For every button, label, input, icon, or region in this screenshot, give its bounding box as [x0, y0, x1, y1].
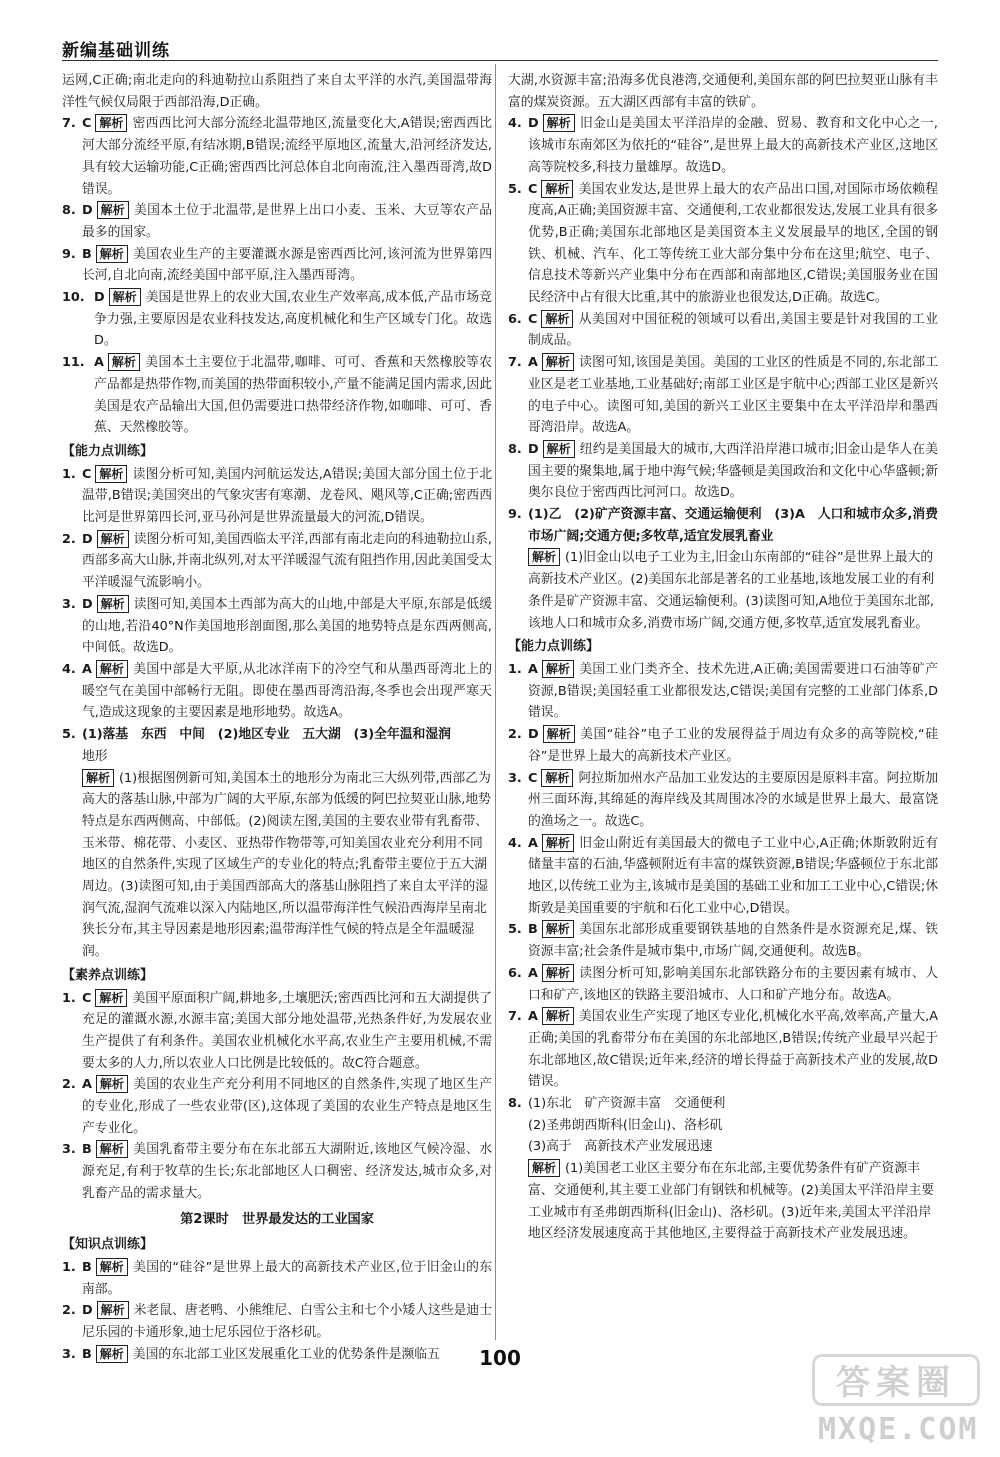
analysis-tag: 解析 [96, 245, 128, 263]
header-rule [62, 60, 938, 61]
analysis-tag: 解析 [97, 201, 129, 219]
analysis-tag: 解析 [543, 440, 575, 458]
ability-item-3: 3. D 解析 读图可知,美国本土西部为高大的山地,中部是大平原,东部是低缓的山地,若沿40°N作美国地形剖面图,那么美国的地势特点是东西两侧高,中间低。故选D。 [62, 596, 492, 656]
answer-item-10: 10. D 解析 美国是世界上的农业大国,农业生产效率高,成本低,产品市场竞争力强,主要原因是农业科技发达,高度机械化和生产区域专门化。故选D。 [62, 290, 492, 349]
ability-item-5: 5. (1)落基 东西 中间 (2)地区专业 五大湖 (3)全年温和湿润 [62, 727, 451, 743]
answer-item-9: 9. B 解析 美国农业生产的主要灌溉水源是密西西比河,该河流为世界第四长河,自北向南,流经美国中部平原,注入墨西哥湾。 [62, 246, 492, 284]
page-number: 100 [479, 1346, 521, 1370]
answer-item-7: 7. C 解析 密西西比河大部分流经北温带地区,流量变化大,A错误;密西西比河大部分流经平原,有结冰期,B错误;流经平原地区,流量大,沿河经济发达,具有较大运输功能,C正确;密西西比河总体自北向南流,注入墨西哥湾,故D错误。 [62, 116, 492, 197]
section-heading-ability: 【能力点训练】 [508, 639, 600, 655]
knowledge-item-7: 7. A 解析 读图可知,该国是美国。美国的工业区的性质是不同的,东北部工业区是老工业基地,工业基础好;南部工业区是宇航中心;西部工业区是新兴的电子中心。读图可知,美国的新兴工业区主要集中在太平洋沿岸和墨西哥湾沿岸。故选A。 [508, 355, 938, 436]
ability-item-5: 5. B 解析 美国东北部形成重要钢铁基地的自然条件是水资源充足,煤、铁资源丰富;社会条件是城市集中,市场广阔,交通便利。故选B。 [508, 922, 938, 960]
ability-item-4: 4. A 解析 旧金山附近有美国最大的微电子工业中心,A正确;休斯敦附近有储量丰富的石油,华盛顿附近有丰富的煤铁资源,B错误;华盛顿位于东北部地区,以传统工业为主,该城市是美国的基础工业和加工工业中心,C错误;休斯敦是美国重要的宇航和石化工业中心,D错误。 [508, 835, 938, 916]
quality-item-3: 3. B 解析 美国乳畜带主要分布在东北部五大湖附近,该地区气候冷湿、水源充足,有利于牧草的生长;东北部地区人口稠密、经济发达,城市众多,对乳畜产品的需求量大。 [62, 1142, 492, 1201]
ability-item-1: 1. A 解析 美国工业门类齐全、技术先进,A正确;美国需要进口石油等矿产资源,B错误;美国轻重工业都很发达,C错误;美国有完整的工业部门体系,D错误。 [508, 661, 938, 721]
analysis-tag: 解析 [542, 353, 574, 371]
analysis-tag: 解析 [97, 1301, 129, 1319]
left-column [62, 70, 492, 1365]
quality-item-1: 1. C 解析 美国平原面积广阔,耕地多,土壤肥沃;密西西比河和五大湖提供了充足的灌溉水源,水源丰富;美国大部分地处温带,光热条件好,为发展农业生产提供了有利条件。美国农业机械化水平高,农业生产主要用机械,不需要太多的人力,所以农业人口比例是比较低的。故C符合题意。 [62, 990, 492, 1071]
analysis-tag: 解析 [108, 353, 140, 371]
knowledge-item-6: 6. C 解析 从美国对中国征税的领域可以看出,美国主要是针对我国的工业制成品。 [508, 311, 938, 349]
ability-item-7: 7. A 解析 美国农业生产实现了地区专业化,机械化水平高,效率高,产量大,A正确;美国的乳畜带分布在美国的东北部地区,B错误;传统产业最早兴起于东北部地区,故C错误;近年来,经济的增长得益于高新技术产业的发展,故D错误。 [508, 1009, 938, 1090]
ability-item-3: 3. C 解析 阿拉斯加州水产品加工业发达的主要原因是原料丰富。阿拉斯加州三面环海,其绵延的海岸线及其周围冰冷的水域是世界上最大、最富饶的渔场之一。故选C。 [508, 770, 938, 829]
ability-item-8-line3: (3)高于 高新技术产业发展迅速 [528, 1139, 713, 1155]
right-column [508, 70, 938, 1245]
analysis-tag: 解析 [543, 114, 575, 132]
book-title: 新编基础训练 [62, 41, 170, 61]
analysis-tag: 解析 [541, 769, 573, 787]
continued-text: 大湖,水资源丰富;沿海多优良港湾,交通便利,美国东部的阿巴拉契亚山脉有丰富的煤炭资源。五大湖区西部有丰富的铁矿。 [508, 73, 938, 110]
knowledge-item-1: 1. B 解析 美国的“硅谷”是世界上最大的高新技术产业区,位于旧金山的东南部。 [62, 1259, 492, 1297]
analysis-tag: 解析 [541, 180, 573, 198]
ability-item-8-line2: (2)圣弗朗西斯科(旧金山)、洛杉矶 [528, 1117, 723, 1133]
watermark-text-top: 答案圈 [812, 1354, 980, 1406]
ability-item-6: 6. A 解析 读图分析可知,影响美国东北部铁路分布的主要因素有城市、人口和矿产,该地区的铁路主要沿城市、人口和矿产地分布。故选A。 [508, 965, 938, 1003]
knowledge-item-8: 8. D 解析 纽约是美国最大的城市,大西洋沿岸港口城市;旧金山是华人在美国主要的聚集地,属于地中海气候;华盛顿是美国政治和文化中心华盛顿;新奥尔良位于密西西比河河口。故选D。 [508, 441, 938, 501]
analysis-tag: 解析 [541, 310, 573, 328]
answer-item-11: 11. A 解析 美国本土主要位于北温带,咖啡、可可、香蕉和天然橡胶等农产品都是热带作物,而美国的热带面积较小,产量不能满足国内需求,因此美国是农产品输出大国,但仍需要进口热带经济作物,如咖啡、可可、香蕉、天然橡胶等。 [62, 355, 492, 436]
knowledge-item-2: 2. D 解析 米老鼠、唐老鸭、小熊维尼、白雪公主和七个小矮人这些是迪士尼乐园的卡通形象,迪士尼乐园位于洛杉矶。 [62, 1303, 492, 1341]
analysis-tag: 解析 [95, 114, 127, 132]
analysis-tag: 解析 [542, 660, 574, 678]
analysis-tag: 解析 [109, 288, 141, 306]
analysis-tag: 解析 [528, 1159, 560, 1177]
analysis-tag: 解析 [542, 920, 574, 938]
analysis-tag: 解析 [542, 1007, 574, 1025]
knowledge-item-4: 4. D 解析 旧金山是美国太平洋沿岸的金融、贸易、教育和文化中心之一,该城市东南郊区为依托的“硅谷”,是世界上最大的高新技术产业区,这地区高等院校多,科技力量雄厚。故选D。 [508, 116, 938, 175]
analysis-tag: 解析 [97, 530, 129, 548]
analysis-tag: 解析 [528, 548, 560, 566]
ability-item-5-analysis: 解析 (1)根据图例新可知,美国本土的地形分为南北三大纵列带,西部乙为高大的落基山脉,中部为广阔的大平原,东部为低缓的阿巴拉契亚山脉,地势特点是东西两侧高、中部低。(2)阅读左图,美国的主要农业带有乳畜带、玉米带、棉花带、小麦区、亚热带作物带等,可知美国农业充分利用不同地区的自然条件,实现了区域生产的专业化的特点;乳畜带主要位于五大湖周边。(3)读图可知,由于美国西部高大的落基山脉阻挡了来自太平洋的湿润气流,湿润气流难以深入内陆地区,所以温带海洋性气候沿西海岸呈南北狭长分布,其主导因素是地形因素;温带海洋性气候的特点是全年温暖湿润。 [82, 770, 491, 960]
section-heading-knowledge: 【知识点训练】 [62, 1237, 154, 1253]
knowledge-item-5: 5. C 解析 美国农业发达,是世界上最大的农产品出口国,对国际市场依赖程度高,A正确;美国资源丰富、交通便利,工农业都很发达,发展工业具有很多优势,B正确;美国东北部地区是美国资本主义发展最早的地区,全国的钢铁、机械、汽车、化工等传统工业大部分集中分布在这里;航空、电子、信息技术等新兴产业集中分布在西部和南部地区,C错误;美国服务业在国民经济中占有很大比重,其中的旅游业也很发达,D正确。故选C。 [508, 181, 938, 306]
analysis-tag: 解析 [96, 1345, 128, 1363]
analysis-tag: 解析 [543, 725, 575, 743]
watermark-logo [812, 1354, 980, 1450]
column-divider [495, 64, 496, 1340]
analysis-tag: 解析 [96, 1258, 128, 1276]
continued-text: 运网,C正确;南北走向的科迪勒拉山系阻挡了来自太平洋的水汽,美国温带海洋性气候仅局限于西部沿海,D正确。 [62, 73, 492, 110]
watermark-text-bottom: MXQE.COM [818, 1412, 979, 1447]
analysis-tag: 解析 [96, 1075, 128, 1093]
analysis-tag: 解析 [95, 989, 127, 1007]
analysis-tag: 解析 [542, 834, 574, 852]
lesson-title: 第2课时 世界最发达的工业国家 [180, 1211, 374, 1227]
knowledge-item-9-analysis: 解析 (1)旧金山以电子工业为主,旧金山东南部的“硅谷”是世界上最大的高新技术产业区。(2)美国东北部是著名的工业基地,该地发展工业的有利条件是矿产资源丰富、交通运输便利。(3)读图可知,A地位于美国东北部,该地人口和城市众多,消费市场广阔,交通方便,多牧草,适宜发展乳畜业。 [528, 550, 935, 631]
analysis-tag: 解析 [542, 964, 574, 982]
ability-item-1: 1. C 解析 读图分析可知,美国内河航运发达,A错误;美国大部分国土位于北温带,B错误;美国突出的气象灾害有寒潮、龙卷风、飓风等,C正确;密西西比河是世界第四长河,亚马孙河是世界流量最大的河流,D错误。 [62, 466, 492, 526]
ability-item-4: 4. A 解析 美国中部是大平原,从北冰洋南下的冷空气和从墨西哥湾北上的暖空气在美国中部畅行无阻。即使在墨西哥湾沿海,冬季也会出现严寒天气,造成这现象的主要因素是地形地势。故选A。 [62, 661, 492, 721]
analysis-tag: 解析 [95, 465, 127, 483]
section-heading-quality: 【素养点训练】 [62, 967, 154, 983]
analysis-tag: 解析 [82, 769, 114, 787]
analysis-tag: 解析 [96, 660, 128, 678]
analysis-tag: 解析 [97, 595, 129, 613]
section-heading-ability: 【能力点训练】 [62, 443, 154, 459]
analysis-tag: 解析 [96, 1140, 128, 1158]
knowledge-item-9: 9. (1)乙 (2)矿产资源丰富、交通运输便利 (3)A 人口和城市众多,消费市场广阔;交通方便;多牧草,适宜发展乳畜业 [508, 507, 938, 544]
ability-item-8-analysis: 解析 (1)美国老工业区主要分布在东北部,主要优势条件有矿产资源丰富、交通便利,其主要工业部门有钢铁和机械等。(2)美国太平洋沿岸主要工业城市有圣弗朗西斯科(旧金山)、洛杉矶。(3)近年来,美国太平洋沿岸地区经济发展速度高于其他地区,主要得益于高新技术产业发展迅速。 [528, 1161, 935, 1242]
ability-item-2: 2. D 解析 美国“硅谷”电子工业的发展得益于周边有众多的高等院校,“硅谷”是世界上最大的高新技术产业区。 [508, 727, 938, 764]
answer-item-8: 8. D 解析 美国本土位于北温带,是世界上出口小麦、玉米、大豆等农产品最多的国家。 [62, 203, 492, 240]
ability-item-5-answers-cont: 地形 [82, 748, 108, 764]
quality-item-2: 2. A 解析 美国的农业生产充分利用不同地区的自然条件,实现了地区生产的专业化,形成了一些农业带(区),这体现了美国的农业生产特点是地区生产专业化。 [62, 1077, 492, 1136]
ability-item-2: 2. D 解析 读图分析可知,美国西临太平洋,西部有南北走向的科迪勒拉山系,西部多高大山脉,并南北纵列,对太平洋暖湿气流有阻挡作用,因此美国受太平洋暖湿气流影响小。 [62, 531, 492, 591]
ability-item-8: 8. (1)东北 矿产资源丰富 交通便利 [508, 1096, 726, 1112]
knowledge-item-3: 3. B 解析 美国的东北部工业区发展重化工业的优势条件是濒临五 [62, 1346, 440, 1362]
